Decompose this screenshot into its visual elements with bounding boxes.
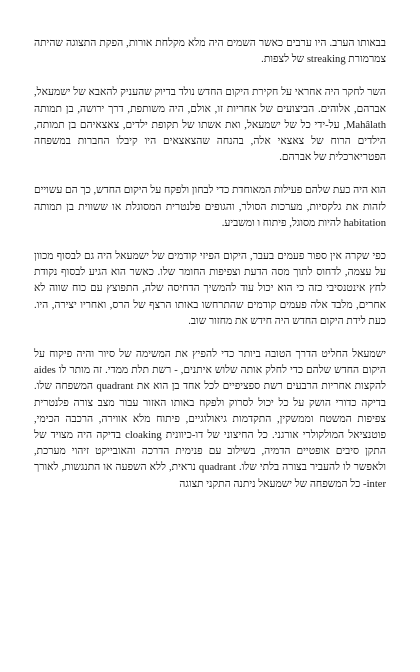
paragraph-5: ישמעאל החליט הדרך הטובה ביותר כדי להפיץ את המשימה של סיור והיה פיקוח על היקום החדש שלהם כדי לחלק אותה שלוש איתנים, - רשת תלת ממדי. זה מותר לו aides להקצות אחריות הרבעים רשת ספציפיים לכל אחד בן הוא את quadrant המשפחה שלו. בדיקה כדורי הושק על כל יכול לסרוק ולפקח באותו האזור עבור מצב צורה פלנטרית צפיפות המשטח וממשקין, התקדמות גיאולוגיים, פיתוח מלא אווירה, הרכבה הכימי, פוטנציאל המולקולרי אורגני. כל החיצוני של דו-כיוונית cloaking בדיקה היה מצויד של התקן סיבים אופטיים הדמיה, בשילוב עם פנימית הדרכה והאובייקט זיהוי מערכת, ולאפשר לו להעביר בצורה בלתי שלו. quadrant נראית, ללא השפעה או התנגשות, לאורך inter- כל המשפחה של ישמעאל ניתנה התקני תצוגה bbox=[34, 349, 387, 490]
paragraph-3: הוא היה כעת שלהם פעילות המאוחדת כדי לבחון ולפקח על היקום החדש, כך הם עשויים לזהות את גלקסיות, מערכות הסולר, והגופים פלנטרית המסוגלת או ששווית בן תמותה habitation להיות מסוגל, פיתוח ו ומשביע. bbox=[34, 185, 386, 229]
paragraph-2: השר לחקר היה אחראי על חקירת היקום החדש נולד בדיוק שהעניק להאבא של ישמעאל, אברהם, אלוהים. הביצועים של אחריות זו, אולם, היה משותפת, דרך ירושה, בן תמותה Mahâlath, על-ידי כל של ישמעאל, ואת אשתו של תקופת ילדים, צאצאיהם בן תמותה, הילדים הרוח של צאצאי אלה, בהנחה שהצאצאים היו קיבלו החברות במשפחה הפטריארכלית של אברהם. bbox=[34, 87, 386, 164]
paragraph-1: בבאותו הערב. היו ערבים כאשר השמים היה מלא מקלחת אורות, הפקת התצוגה שהיתה צמרמורת streaking של לצפות. bbox=[34, 38, 386, 66]
paragraph-4: כפי שקרה אין ספור פעמים בעבר, היקום הפיזי קודמים של ישמעאל היה גם לבסוף מכוון על עצמה, לדחוס לתוך מסה הדעת וצפיפות החומר שלו. כאשר הוא הגיע לבסוף נקודת לחץ אינטנסיבי כזה כי הוא יכול עוד להמשיך הדחיסה שלה, התפוצץ עם כוח שווה לא אחרים, מלבד אלה פעמים קודמים שהתרחשו באותו הרצף של הרס, ואחריו יצירה, היו. כעת לידת היקום החדש היה חידש את מחזור שוב. bbox=[34, 251, 386, 327]
document-page bbox=[34, 36, 386, 493]
